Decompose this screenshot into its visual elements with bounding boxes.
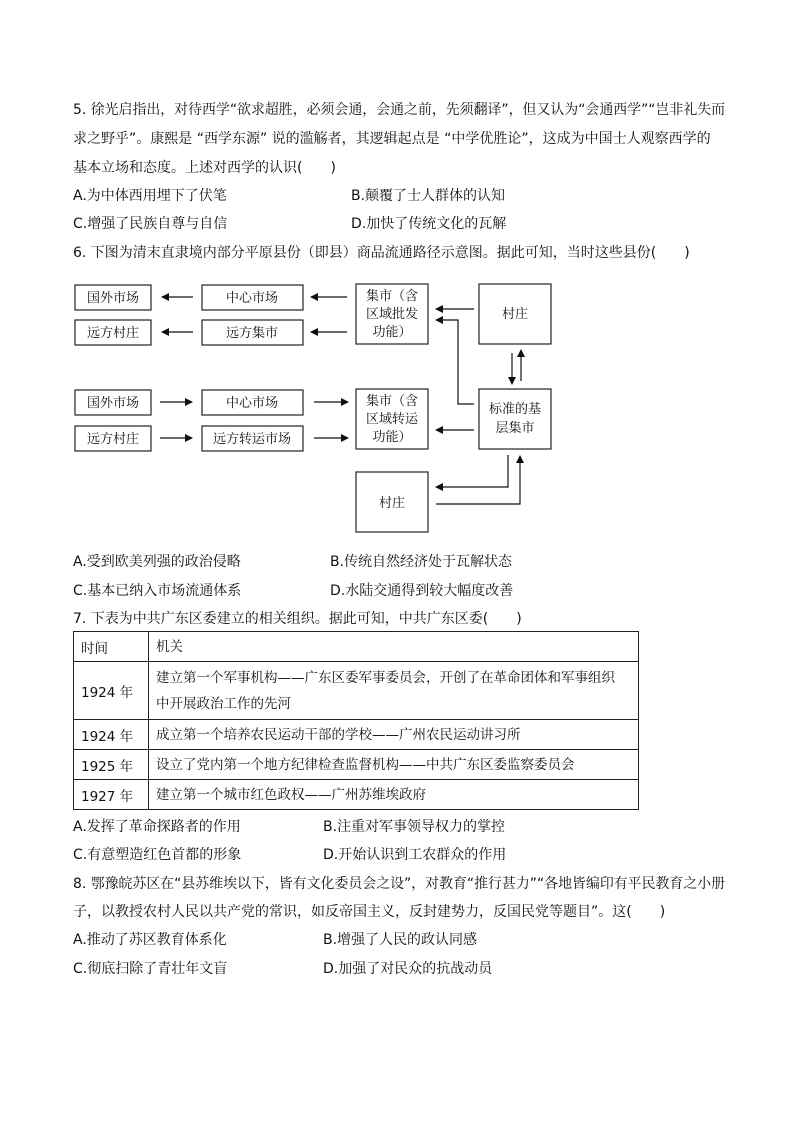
- label-wholesale-line-1: 集市（含: [365, 289, 419, 304]
- q8-option-b: B.增强了人民的政认同感: [323, 932, 478, 948]
- q5-stem-line-1: 5. 徐光启指出，对待西学“欲求超胜，必须会通，会通之前，先须翻译”，但又认为“会通西学”“岂非礼失而: [73, 102, 726, 118]
- table-row: [74, 662, 639, 720]
- label-foreign-market-top: 国外市场: [86, 291, 140, 306]
- q8-stem-line-2: 子，以教授农村人民以共产党的常识，如反帝国主义，反封建势力，反国民党等题目”。这( ): [73, 904, 666, 920]
- label-distant-village-bottom: 远方村庄: [86, 432, 140, 447]
- q8-option-c: C.彻底扫除了青壮年文盲: [73, 961, 228, 977]
- row-4-organ: 建立第一个城市红色政权——广州苏维埃政府: [149, 780, 639, 810]
- q5-stem-line-3: 基本立场和态度。上述对西学的认识( ): [73, 160, 336, 176]
- label-wholesale-line-3: 功能）: [372, 325, 412, 340]
- row-1-organ-line-1: 建立第一个军事机构——广东区委军事委员会，开创了在革命团体和军事组织: [156, 669, 615, 686]
- row-4-time: 1927 年: [74, 780, 149, 810]
- label-village-top: 村庄: [501, 307, 529, 322]
- row-2-time: 1924 年: [74, 720, 149, 750]
- label-transit-line-3: 功能）: [372, 430, 412, 445]
- q8-option-a: A.推动了苏区教育体系化: [73, 932, 227, 948]
- label-wholesale-line-2: 区域批发: [365, 307, 419, 322]
- label-transit-line-2: 区域转运: [365, 412, 419, 427]
- q8-stem-line-1: 8. 鄂豫皖苏区在“县苏维埃以下，皆有文化委员会之设”，对教育“推行甚力”“各地皆编印有平民教育之小册: [73, 876, 726, 892]
- label-foreign-market-bottom: 国外市场: [86, 396, 140, 411]
- q7-option-b: B.注重对军事领导权力的掌控: [323, 819, 506, 835]
- row-1-time: 1924 年: [74, 662, 149, 720]
- header-time: 时间: [74, 632, 149, 662]
- row-3-organ: 设立了党内第一个地方纪律检查监督机构——中共广东区委监察委员会: [149, 750, 639, 780]
- label-distant-village-top: 远方村庄: [86, 326, 140, 341]
- q6-option-c: C.基本已纳入市场流通体系: [73, 583, 242, 599]
- q7-option-c: C.有意塑造红色首都的形象: [73, 847, 242, 863]
- q5-option-b: B.颠覆了士人群体的认知: [351, 188, 506, 204]
- row-3-time: 1925 年: [74, 750, 149, 780]
- q5-option-a: A.为中体西用埋下了伏笔: [73, 188, 227, 204]
- commodity-flow-diagram: [0, 0, 793, 560]
- q6-option-d: D.水陆交通得到较大幅度改善: [330, 583, 514, 599]
- table-row: [74, 750, 639, 780]
- q7-stem: 7. 下表为中共广东区委建立的相关组织。据此可知，中共广东区委( ): [73, 611, 522, 627]
- row-1-organ-line-2: 中开展政治工作的先河: [156, 695, 291, 712]
- q5-option-d: D.加快了传统文化的瓦解: [351, 216, 507, 232]
- label-central-market-top: 中心市场: [225, 291, 279, 306]
- table-row: [74, 720, 639, 750]
- header-organ: 机关: [149, 632, 639, 662]
- label-transit-line-1: 集市（含: [365, 394, 419, 409]
- q6-option-b: B.传统自然经济处于瓦解状态: [330, 554, 513, 570]
- label-distant-transit-market: 远方转运市场: [212, 432, 292, 447]
- q7-table: [73, 631, 639, 810]
- row-2-organ: 成立第一个培养农民运动干部的学校——广州农民运动讲习所: [149, 720, 639, 750]
- table-header-row: [74, 632, 639, 662]
- label-standard-line-2: 层集市: [495, 421, 535, 436]
- q8-option-d: D.加强了对民众的抗战动员: [323, 961, 493, 977]
- label-distant-market-top: 远方集市: [225, 326, 279, 341]
- label-standard-line-1: 标准的基: [488, 402, 542, 417]
- label-village-bottom: 村庄: [378, 496, 406, 511]
- q7-option-d: D.开始认识到工农群众的作用: [323, 847, 507, 863]
- q6-stem: 6. 下图为清末直隶境内部分平原县份（即县）商品流通路径示意图。据此可知，当时这些县份( ): [73, 245, 690, 261]
- label-central-market-bottom: 中心市场: [225, 396, 279, 411]
- table-row: [74, 780, 639, 810]
- q5-option-c: C.增强了民族自尊与自信: [73, 216, 228, 232]
- box-standard-market: [479, 389, 551, 449]
- row-1-organ: [149, 662, 639, 720]
- q5-stem-line-2: 求之野乎”。康熙是 “西学东源” 说的滥觞者，其逻辑起点是 “中学优胜论”，这成为中国士人观察西学的: [73, 131, 711, 147]
- q7-option-a: A.发挥了革命探路者的作用: [73, 819, 241, 835]
- q6-option-a: A.受到欧美列强的政治侵略: [73, 554, 241, 570]
